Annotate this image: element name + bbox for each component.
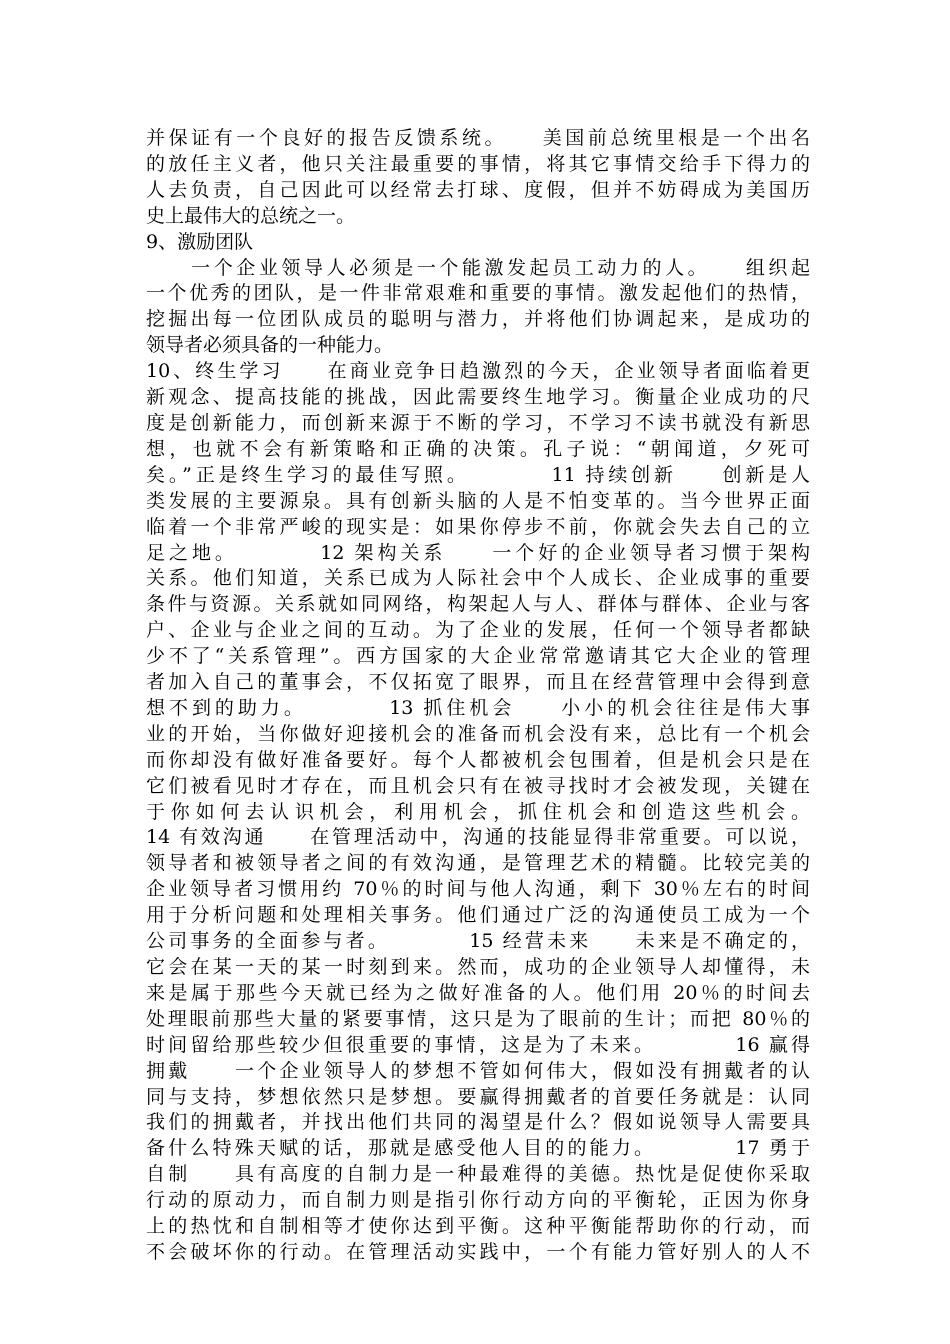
text-line: 公司事务的全面参与者。 15 经营未来 未来是不确定的， — [146, 930, 810, 953]
text-line: 备什么特殊天赋的话，那就是感受他人目的的能力。 17 勇于 — [146, 1137, 810, 1160]
text-line: 少不了“关系管理”。西方国家的大企业常常邀请其它大企业的管理 — [146, 645, 810, 668]
text-line: 领导者和被领导者之间的有效沟通，是管理艺术的精髓。比较完美的 — [146, 852, 810, 875]
text-line: 它会在某一天的某一时刻到来。然而，成功的企业领导人却懂得，未 — [146, 956, 810, 978]
text-line: 企业领导者习惯用约 70％的时间与他人沟通，剩下 30％左右的时间 — [146, 878, 810, 901]
text-line: 行动的原动力，而自制力则是指引你行动方向的平衡轮，正因为你身 — [146, 1189, 810, 1212]
text-line: 关系。他们知道，关系已成为人际社会中个人成长、企业成事的重要 — [146, 567, 810, 590]
text-line: 想，也就不会有新策略和正确的决策。孔子说：“朝闻道，夕死可 — [146, 437, 810, 460]
text-line: 14 有效沟通 在管理活动中，沟通的技能显得非常重要。可以说， — [146, 826, 810, 849]
text-line: 新观念、提高技能的挑战，因此需要终生地学习。衡量企业成功的尺 — [146, 386, 810, 409]
text-line: 度是创新能力，而创新来源于不断的学习，不学习不读书就没有新思 — [146, 411, 810, 434]
text-line: 同与支持，梦想依然只是梦想。要赢得拥戴者的首要任务就是：认同 — [146, 1085, 810, 1108]
text-line: 一个优秀的团队，是一件非常艰难和重要的事情。激发起他们的热情， — [146, 282, 810, 305]
text-line: 人去负责，自己因此可以经常去打球、度假，但并不妨碍成为美国历 — [146, 178, 810, 201]
text-line: 它们被看见时才存在，而且机会只有在被寻找时才会被发现，关键在 — [146, 774, 810, 797]
text-line: 9、激励团队 — [146, 230, 254, 253]
text-line: 时间留给那些较少但很重要的事情，这是为了未来。 16 赢得 — [146, 1033, 810, 1056]
text-line: 临着一个非常严峻的现实是：如果你停步不前，你就会失去自己的立 — [146, 515, 810, 538]
text-line: 的放任主义者，他只关注最重要的事情，将其它事情交给手下得力的 — [146, 152, 810, 175]
text-line: 足之地。 12 架构关系 一个好的企业领导者习惯于架构 — [146, 541, 810, 564]
text-line: 来是属于那些今天就已经为之做好准备的人。他们用 20％的时间去 — [146, 981, 810, 1004]
text-line: 类发展的主要源泉。具有创新头脑的人是不怕变革的。当今世界正面 — [146, 489, 810, 512]
text-line: 而你却没有做好准备要好。每个人都被机会包围着，但是机会只是在 — [146, 748, 810, 771]
text-line: 一个企业领导人必须是一个能激发起员工动力的人。 组织起 — [146, 256, 810, 279]
text-line: 上的热忱和自制相等才使你达到平衡。这种平衡能帮助你的行动，而 — [146, 1215, 810, 1238]
text-line: 10、终生学习 在商业竞争日趋激烈的今天，企业领导者面临着更 — [146, 360, 810, 383]
text-line: 挖掘出每一位团队成员的聪明与潜力，并将他们协调起来，是成功的 — [146, 308, 810, 331]
text-line: 用于分析问题和处理相关事务。他们通过广泛的沟通使员工成为一个 — [146, 904, 810, 927]
text-line: 于你如何去认识机会，利用机会，抓住机会和创造这些机会。 — [146, 800, 810, 823]
text-line: 不会破坏你的行动。在管理活动实践中，一个有能力管好别人的人不 — [146, 1240, 810, 1263]
text-line: 史上最伟大的总统之一。 — [146, 204, 356, 227]
text-line: 户、企业与企业之间的互动。为了企业的发展，任何一个领导者都缺 — [146, 619, 810, 642]
text-line: 拥戴 一个企业领导人的梦想不管如何伟大，假如没有拥戴者的认 — [146, 1059, 810, 1082]
document-body — [146, 126, 810, 1266]
text-line: 业的开始，当你做好迎接机会的准备而机会没有来，总比有一个机会 — [146, 722, 810, 745]
text-line: 矣。”正是终生学习的最佳写照。 11 持续创新 创新是人 — [146, 463, 810, 486]
text-line: 者加入自己的董事会，不仅拓宽了眼界，而且在经营管理中会得到意 — [146, 671, 810, 694]
text-line: 自制 具有高度的自制力是一种最难得的美德。热忱是促使你采取 — [146, 1163, 810, 1186]
text-line: 条件与资源。关系就如同网络，构架起人与人、群体与群体、企业与客 — [146, 593, 810, 616]
text-line: 处理眼前那些大量的紧要事情，这只是为了眼前的生计；而把 80％的 — [146, 1007, 810, 1030]
text-line: 想不到的助力。 13 抓住机会 小小的机会往往是伟大事 — [146, 696, 810, 719]
text-line: 并保证有一个良好的报告反馈系统。 美国前总统里根是一个出名 — [146, 127, 810, 149]
text-line: 领导者必须具备的一种能力。 — [146, 334, 394, 357]
text-line: 我们的拥戴者，并找出他们共同的渴望是什么？假如说领导人需要具 — [146, 1111, 810, 1134]
